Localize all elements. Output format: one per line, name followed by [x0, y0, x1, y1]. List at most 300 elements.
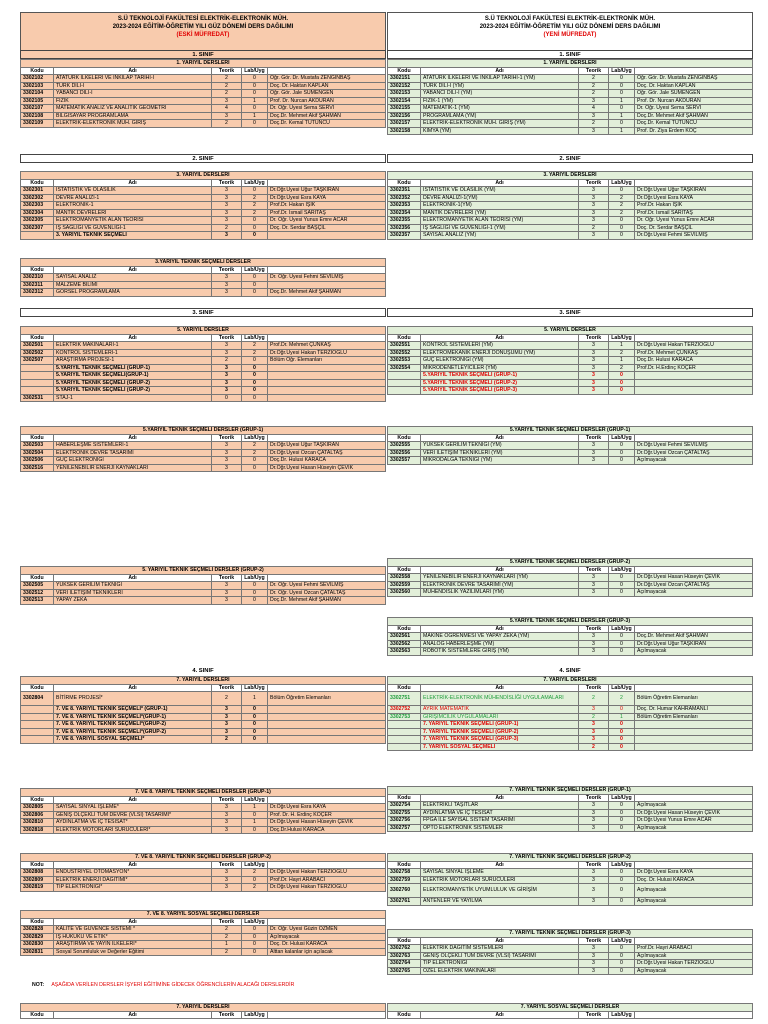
theory-hours: 3	[212, 194, 242, 202]
theory-hours: 3	[579, 884, 609, 898]
sinif-4-bar: 4. SINIF	[20, 667, 386, 676]
table-title: 7. YARIYIL TEKNİK SEÇMELİ DERSLER (GRUP-2)	[388, 854, 753, 862]
course-code: 3302357	[388, 232, 421, 240]
table-title: 7. YARIYIL TEKNİK SEÇMELİ DERSLER (GRUP-1)	[388, 787, 753, 795]
theory-hours: 3	[579, 97, 609, 105]
course-name: SAYISAL SİNYAL İŞLEME*	[54, 804, 212, 812]
course-name: TIP ELEKTRONİĞİ	[421, 960, 579, 968]
theory-hours: 3	[579, 574, 609, 582]
column-header: Kodu	[21, 67, 54, 75]
lab-hours: 0	[242, 876, 268, 884]
course-name: ANTENLER VE YAYILMA	[421, 898, 579, 906]
course-name: AYDINLATMA VE İÇ TESİSAT	[421, 809, 579, 817]
instructor: Doç.Dr. Mehmet Akif ŞAHMAN	[268, 597, 386, 605]
table-title: 5.YARIYIL TEKNİK SEÇMELİ DERSLER (GRUP-2)	[388, 559, 753, 567]
lab-hours: 0	[609, 379, 635, 387]
instructor: Doç.Dr. Hulusi KARACA	[268, 457, 386, 465]
column-header: Adı	[54, 918, 212, 926]
course-code: 3302351	[388, 187, 421, 195]
instructor: Prof.Dr. İsmail SARITAŞ	[268, 209, 386, 217]
column-header	[268, 918, 386, 926]
course-code	[21, 706, 54, 714]
course-code: 3302759	[388, 876, 421, 884]
course-name: GÖRSEL PROGRAMLAMA	[54, 289, 212, 297]
course-name: MATEMATİK-1 (YM)	[421, 105, 579, 113]
lab-hours: 0	[609, 75, 635, 83]
course-row	[21, 706, 386, 714]
course-table	[387, 1003, 753, 1019]
course-code: 3302560	[388, 589, 421, 597]
theory-hours: 3	[579, 809, 609, 817]
theory-hours: 1	[212, 941, 242, 949]
theory-hours: 3	[212, 819, 242, 827]
course-row	[21, 449, 386, 457]
course-code: 3302810	[21, 819, 54, 827]
course-row	[21, 869, 386, 877]
column-header: Lab/Uyg	[242, 861, 268, 869]
instructor	[635, 372, 753, 380]
column-header: Teorik	[212, 684, 242, 692]
instructor: Doç.Dr. Mehmet Akif ŞAHMAN	[268, 112, 386, 120]
course-code: 3302104	[21, 90, 54, 98]
lab-hours: 1	[609, 713, 635, 721]
lab-hours: 0	[242, 721, 268, 729]
course-code: 3302516	[21, 464, 54, 472]
course-row	[21, 342, 386, 350]
instructor: Prof. Dr. H. Erdinç KOÇER	[268, 811, 386, 819]
lab-hours: 0	[609, 876, 635, 884]
lab-hours: 0	[242, 217, 268, 225]
course-name: ANALOG HABERLEŞME (YM)	[421, 640, 579, 648]
course-code	[21, 713, 54, 721]
course-code: 3302305	[21, 217, 54, 225]
column-header: Kodu	[21, 861, 54, 869]
theory-hours: 3	[579, 869, 609, 877]
theory-hours: 3	[579, 589, 609, 597]
lab-hours: 0	[242, 379, 268, 387]
column-header: Lab/Uyg	[609, 566, 635, 574]
instructor: Doç.Dr.Hulusi KARACA	[268, 826, 386, 834]
course-name: MANTIK DEVRELERİ	[54, 209, 212, 217]
lab-hours: 0	[242, 224, 268, 232]
instructor: Dr. Öğr. Üyesi Fehmi SEVİLMİŞ	[268, 274, 386, 282]
column-header: Kodu	[388, 684, 421, 692]
lab-hours: 1	[242, 804, 268, 812]
old-y78-g2-table	[20, 853, 386, 892]
column-header: Teorik	[579, 861, 609, 869]
course-name: ELEKTRİK MOTORLARI SÜRÜCÜLERİ*	[54, 826, 212, 834]
course-row	[21, 728, 386, 736]
course-name: AYDINLATMA VE İÇ TESİSAT*	[54, 819, 212, 827]
instructor: Prof.Dr. Mehmet ÇUNKAŞ	[268, 342, 386, 350]
theory-hours: 3	[212, 379, 242, 387]
course-name: MATEMATİK ANALİZ VE ANALİTİK GEOMETRİ	[54, 105, 212, 113]
lab-hours: 0	[609, 217, 635, 225]
theory-hours: 3	[212, 217, 242, 225]
course-row	[21, 464, 386, 472]
course-name: YABANCI DİLİ-I (YM)	[421, 90, 579, 98]
lab-hours: 0	[242, 826, 268, 834]
lab-hours: 0	[609, 648, 635, 656]
lab-hours: 2	[609, 194, 635, 202]
column-header	[635, 434, 753, 442]
course-row	[388, 187, 753, 195]
column-header: Kodu	[21, 266, 54, 274]
lab-hours: 0	[609, 640, 635, 648]
course-code: 3302751	[388, 692, 421, 706]
column-header: Lab/Uyg	[609, 794, 635, 802]
table-title: 3.YARIYIL TEKNİK SEÇMELİ DERSLER	[21, 259, 386, 267]
column-header	[268, 266, 386, 274]
course-row	[21, 187, 386, 195]
lab-hours: 0	[609, 809, 635, 817]
column-header: Lab/Uyg	[609, 937, 635, 945]
column-header: Adı	[54, 861, 212, 869]
course-table	[20, 326, 386, 402]
instructor: Dr. Öğr. Üyesi Özcan ÇATALTAŞ	[268, 589, 386, 597]
course-row	[388, 640, 753, 648]
theory-hours: 3	[579, 736, 609, 744]
course-name: 7. VE 8. YARIYIL SOSYAL SEÇMELİ*	[54, 736, 212, 744]
instructor: Dr.Öğr.Üyesi Özcan ÇATALTAŞ	[635, 581, 753, 589]
instructor: Dr.Öğr.Üyesi Esra KAYA	[268, 194, 386, 202]
instructor	[268, 281, 386, 289]
theory-hours: 2	[212, 224, 242, 232]
course-name: ELEKTRİK MOTORLARI SÜRÜCÜLERİ	[421, 876, 579, 884]
column-header: Adı	[421, 625, 579, 633]
column-header: Adı	[54, 574, 212, 582]
course-code: 3302761	[388, 898, 421, 906]
course-name: GİRİŞİMCİLİK UYGULAMALARI	[421, 713, 579, 721]
course-name: ENDÜSTRİYEL OTOMASYON*	[54, 869, 212, 877]
course-row	[388, 728, 753, 736]
lab-hours: 0	[609, 743, 635, 751]
instructor	[635, 743, 753, 751]
course-name: ELEKTRİKLİ TAŞITLAR	[421, 802, 579, 810]
course-name: GENİŞ ÖLÇEKLİ TÜM DEVRE (VLSI) TASARIMI	[421, 952, 579, 960]
course-row	[388, 364, 753, 372]
instructor: Öğr. Gör. Jale SÜMENGEN	[635, 90, 753, 98]
course-code: 3302307	[21, 224, 54, 232]
course-name: ELEKTRİK MAKİNALARI-1	[54, 342, 212, 350]
old-year5-table	[20, 326, 386, 402]
column-header: Lab/Uyg	[609, 861, 635, 869]
column-header: Lab/Uyg	[242, 179, 268, 187]
course-row	[388, 457, 753, 465]
column-header	[268, 574, 386, 582]
column-header: Lab/Uyg	[242, 67, 268, 75]
column-header	[635, 334, 753, 342]
column-header: Adı	[54, 266, 212, 274]
course-row	[388, 449, 753, 457]
lab-hours: 2	[242, 869, 268, 877]
lab-hours: 1	[242, 112, 268, 120]
theory-hours: 3	[212, 387, 242, 395]
column-header: Kodu	[21, 796, 54, 804]
course-row	[21, 457, 386, 465]
lab-hours: 0	[609, 82, 635, 90]
lab-hours: 0	[609, 945, 635, 953]
course-row	[388, 112, 753, 120]
instructor: Dr. Öğr. Üyesi Güzin ÖZMEN	[268, 926, 386, 934]
course-code: 3302105	[21, 97, 54, 105]
theory-hours: 3	[579, 372, 609, 380]
course-code: 3302158	[388, 127, 421, 135]
course-code: 3302830	[21, 941, 54, 949]
course-code: 3302555	[388, 442, 421, 450]
theory-hours: 3	[212, 804, 242, 812]
course-name: ELEKTROMANYETİK UYUMLULUK VE GİRİŞİM	[421, 884, 579, 898]
lab-hours: 0	[242, 948, 268, 956]
instructor: Dr.Öğr.Üyesi Fehmi SEVİLMİŞ	[635, 442, 753, 450]
course-code	[21, 736, 54, 744]
column-header: Teorik	[212, 1011, 242, 1019]
course-name: FİZİK	[54, 97, 212, 105]
lab-hours: 2	[242, 884, 268, 892]
lab-hours: 2	[242, 202, 268, 210]
column-header: Lab/Uyg	[609, 334, 635, 342]
course-name: ELEKTRONİK-1	[54, 202, 212, 210]
course-code: 3302107	[21, 105, 54, 113]
course-name: 7. VE 8. YARIYIL TEKNİK SEÇMELİ*(GRUP-2)	[54, 728, 212, 736]
course-name: ARAŞTIRMA VE YAYIN İLKELERİ*	[54, 941, 212, 949]
instructor: Doç. Dr. Haktan KAPLAN	[268, 82, 386, 90]
course-code	[388, 736, 421, 744]
theory-hours: 3	[579, 824, 609, 832]
course-row	[388, 387, 753, 395]
course-row	[21, 884, 386, 892]
column-header: Teorik	[579, 794, 609, 802]
course-row	[21, 217, 386, 225]
course-row	[388, 194, 753, 202]
course-name: SAYISAL SİNYAL İŞLEME	[421, 869, 579, 877]
old-year3-elective-table	[20, 258, 386, 297]
theory-hours: 2	[212, 933, 242, 941]
instructor: Dr.Öğr.Üyesi Fehmi SEVİLMİŞ	[635, 232, 753, 240]
theory-hours: 2	[212, 692, 242, 706]
course-name: ÖZEL ELEKTRİK MAKİNALARI	[421, 967, 579, 975]
instructor: Açılmayacak	[635, 952, 753, 960]
lab-hours: 0	[242, 372, 268, 380]
column-header: Teorik	[579, 1011, 609, 1019]
column-header	[268, 434, 386, 442]
theory-hours: 2	[212, 120, 242, 128]
column-header: Adı	[421, 861, 579, 869]
instructor: Öğr. Gör. Jale SÜMENGEN	[268, 90, 386, 98]
instructor: Doç. Dr. Haktan KAPLAN	[635, 82, 753, 90]
instructor: Prof.Dr. Hayri ARABACI	[268, 876, 386, 884]
instructor: Doç.Dr. Mehmet Akif ŞAHMAN	[268, 289, 386, 297]
course-row	[388, 876, 753, 884]
column-header: Teorik	[212, 796, 242, 804]
column-header: Lab/Uyg	[242, 334, 268, 342]
instructor: Doç. Dr. Humar KAHRAMANLI	[635, 706, 753, 714]
course-row	[388, 952, 753, 960]
lab-hours: 0	[609, 898, 635, 906]
lab-hours: 0	[609, 869, 635, 877]
column-header: Teorik	[579, 67, 609, 75]
theory-hours: 2	[579, 82, 609, 90]
old-y78-social-table	[20, 910, 386, 956]
course-table	[387, 426, 753, 465]
instructor: Dr.Öğr.Üyesi Esra KAYA	[635, 869, 753, 877]
column-header	[635, 937, 753, 945]
instructor: Doç. Dr. Serdar BAŞÇİL	[635, 224, 753, 232]
course-row	[21, 209, 386, 217]
course-code: 3302312	[21, 289, 54, 297]
table-title: 5.YARIYIL TEKNİK SEÇMELİ DERSLER (GRUP-1)	[21, 427, 386, 435]
course-row	[21, 349, 386, 357]
instructor: Dr.Öğr.Üyesi Uğur TAŞKIRAN	[268, 187, 386, 195]
table-title: 5.YARIYIL TEKNİK SEÇMELİ DERSLER (GRUP-3)	[388, 618, 753, 626]
course-code: 3302763	[388, 952, 421, 960]
course-code: 3302804	[21, 692, 54, 706]
course-table	[20, 426, 386, 472]
instructor: Doç. Dr. Serdar BAŞÇİL	[268, 224, 386, 232]
lab-hours: 2	[609, 349, 635, 357]
course-name: KİMYA (YM)	[421, 127, 579, 135]
instructor: Prof. Dr. Ziya Erdem KOÇ	[635, 127, 753, 135]
course-name: YENİLENEBİLİR ENERJİ KAYNAKLARI (YM)	[421, 574, 579, 582]
theory-hours: 3	[579, 209, 609, 217]
course-name: DEVRE ANALİZİ-1	[54, 194, 212, 202]
column-header: Adı	[54, 334, 212, 342]
instructor: Açılmayacak	[635, 457, 753, 465]
table-title: 7. YARIYIL TEKNİK SEÇMELİ DERSLER (GRUP-3)	[388, 930, 753, 938]
lab-hours: 0	[609, 884, 635, 898]
theory-hours: 3	[212, 706, 242, 714]
course-row	[21, 736, 386, 744]
column-header: Adı	[421, 434, 579, 442]
course-code: 3302513	[21, 597, 54, 605]
lab-hours: 1	[609, 97, 635, 105]
column-header: Kodu	[388, 179, 421, 187]
course-row	[388, 869, 753, 877]
course-row	[388, 633, 753, 641]
course-code: 3302756	[388, 817, 421, 825]
instructor	[635, 728, 753, 736]
theory-hours: 3	[579, 640, 609, 648]
lab-hours: 0	[609, 90, 635, 98]
lab-hours: 0	[609, 105, 635, 113]
course-name: YÜKSEK GERİLİM TEKNİĞİ	[54, 582, 212, 590]
new-y7-social-table	[387, 1003, 753, 1019]
course-code: 3302806	[21, 811, 54, 819]
sinif-2-bar-new: 2. SINIF	[387, 154, 753, 163]
course-name: 3. YARIYIL TEKNİK SEÇMELİ	[54, 232, 212, 240]
course-row	[21, 120, 386, 128]
column-header: Lab/Uyg	[242, 796, 268, 804]
column-header: Kodu	[388, 794, 421, 802]
table-title: 7. YARIYIL DERSLERİ	[21, 1004, 386, 1012]
instructor: Açılmayacak	[635, 884, 753, 898]
course-row	[388, 349, 753, 357]
course-row	[21, 194, 386, 202]
course-code: 3302757	[388, 824, 421, 832]
lab-hours: 2	[242, 442, 268, 450]
lab-hours: 0	[609, 372, 635, 380]
theory-hours: 3	[579, 945, 609, 953]
theory-hours: 3	[579, 721, 609, 729]
course-code	[21, 364, 54, 372]
instructor: Öğr. Gör. Dr. Mustafa ZENGİNBAŞ	[268, 75, 386, 83]
instructor: Doç.Dr. Kemal TÜTÜNCÜ	[635, 120, 753, 128]
column-header	[635, 566, 753, 574]
instructor: Doç. Dr. Hulusi KARACA	[635, 876, 753, 884]
course-code: 3302504	[21, 449, 54, 457]
lab-hours: 2	[242, 449, 268, 457]
lab-hours: 0	[609, 449, 635, 457]
course-name: İŞ SAĞLIĞI VE GÜVENLİĞİ-1	[54, 224, 212, 232]
instructor: Dr.Öğr.Üyesi Özcan ÇATALTAŞ	[268, 449, 386, 457]
sinif-1-bar: 1. SINIF	[20, 50, 386, 59]
theory-hours: 3	[579, 379, 609, 387]
course-name: KALİTE VE GÜVENCE SİSTEMİ *	[54, 926, 212, 934]
course-name: ELEKTRONİK DEVRE TASARIMI (YM)	[421, 581, 579, 589]
column-header: Lab/Uyg	[242, 434, 268, 442]
column-header	[635, 794, 753, 802]
theory-hours: 3	[579, 187, 609, 195]
lab-hours: 0	[242, 120, 268, 128]
course-name: GÜÇ ELEKTRONİĞİ (YM)	[421, 357, 579, 365]
course-code: 3302552	[388, 349, 421, 357]
instructor: Dr. Öğr. Üyesi Sema SERVİ	[635, 105, 753, 113]
course-row	[21, 811, 386, 819]
course-row	[388, 581, 753, 589]
column-header: Teorik	[579, 625, 609, 633]
old-year7-bottom-table	[20, 1003, 386, 1019]
course-code: 3302355	[388, 217, 421, 225]
instructor: Açılmayacak	[635, 802, 753, 810]
column-header: Adı	[54, 434, 212, 442]
theory-hours: 2	[212, 90, 242, 98]
course-name: VERİ İLETİŞİM TEKNİKLERİ (YM)	[421, 449, 579, 457]
column-header: Adı	[421, 67, 579, 75]
course-name: STAJ-1	[54, 394, 212, 402]
course-table	[20, 676, 386, 744]
course-name: SAYISAL ANALİZ (YM)	[421, 232, 579, 240]
column-header: Kodu	[21, 334, 54, 342]
lab-hours: 0	[609, 232, 635, 240]
course-name: SAYISAL ANALİZ	[54, 274, 212, 282]
course-row	[21, 394, 386, 402]
instructor: Prof.Dr. İsmail SARITAŞ	[635, 209, 753, 217]
theory-hours: 3	[579, 633, 609, 641]
course-code: 3302303	[21, 202, 54, 210]
course-code: 3302153	[388, 90, 421, 98]
course-name: İŞ HUKUKU VE ETİK*	[54, 933, 212, 941]
course-table	[387, 558, 753, 597]
course-name: ATATÜRK İLKELERİ VE İNKILAP TARİHİ-I	[54, 75, 212, 83]
course-row	[21, 926, 386, 934]
theory-hours: 2	[579, 224, 609, 232]
instructor: Açılmayacak	[268, 933, 386, 941]
course-code: 3302818	[21, 826, 54, 834]
instructor: Bölüm Öğr. Elemanları	[268, 357, 386, 365]
theory-hours: 3	[212, 202, 242, 210]
course-name: 5.YARIYIL TEKNİK SEÇMELİ(GRUP-1)	[54, 372, 212, 380]
column-header: Lab/Uyg	[609, 67, 635, 75]
instructor: Dr.Öğr.Üyesi Esra KAYA	[635, 194, 753, 202]
lab-hours: 2	[609, 202, 635, 210]
course-row	[21, 804, 386, 812]
course-row	[388, 884, 753, 898]
column-header: Lab/Uyg	[609, 1011, 635, 1019]
course-code: 3302753	[388, 713, 421, 721]
course-name: 7. YARIYIL TEKNİK SEÇMELİ (GRUP-2)	[421, 728, 579, 736]
lab-hours: 0	[242, 728, 268, 736]
theory-hours: 3	[212, 582, 242, 590]
